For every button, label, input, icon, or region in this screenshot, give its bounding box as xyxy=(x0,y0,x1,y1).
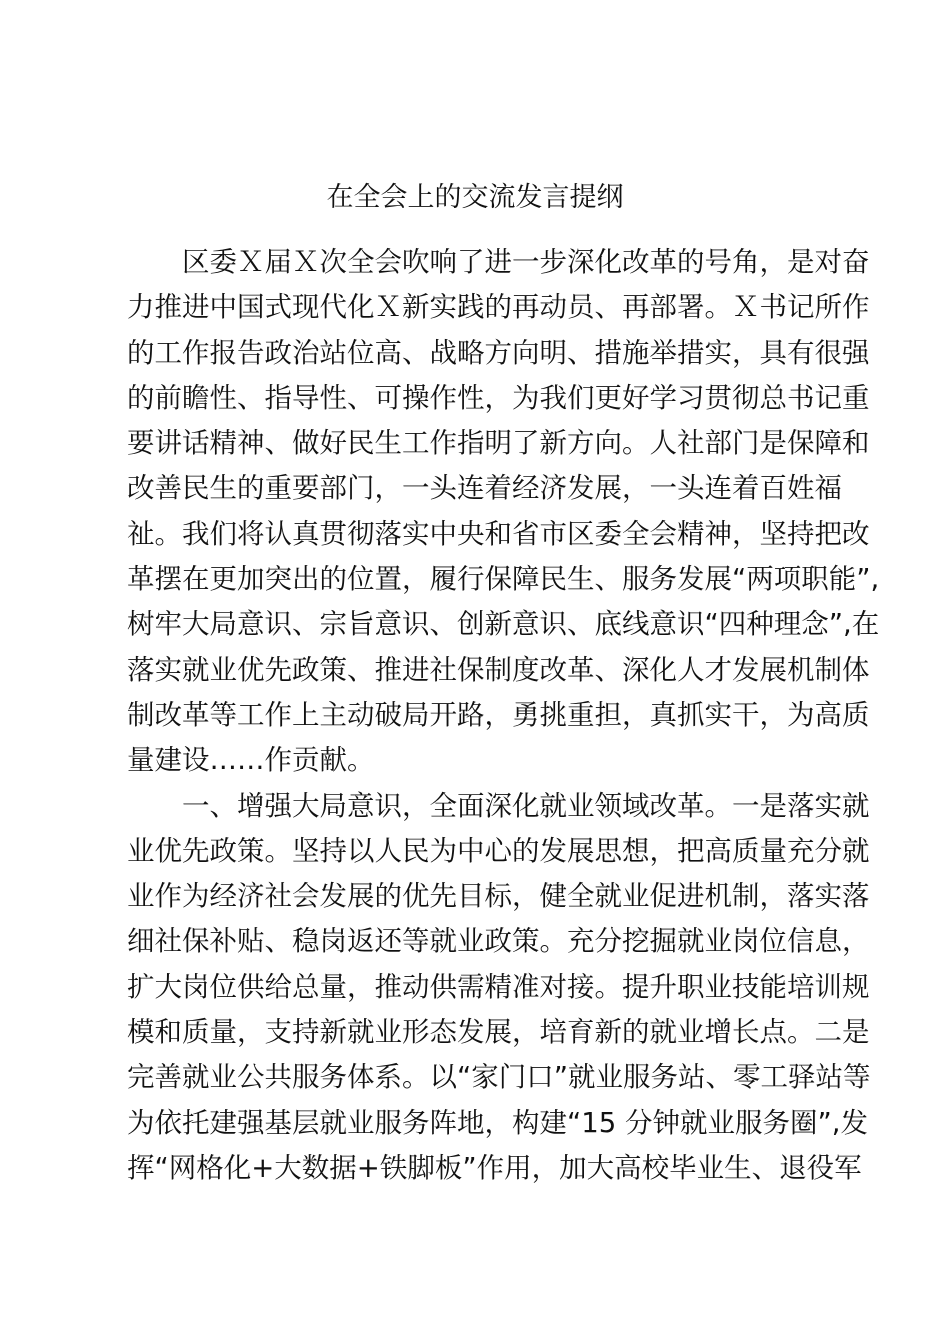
body-line: 量建设……作贡献。 xyxy=(127,744,375,777)
body-line: 模和质量，支持新就业形态发展，培育新的就业增长点。二是 xyxy=(127,1016,870,1049)
body-line: 业优先政策。坚持以人民为中心的发展思想，把高质量充分就 xyxy=(127,834,870,867)
body-line: 区委Ｘ届Ｘ次全会吹响了进一步深化改革的号角，是对奋 xyxy=(182,246,870,278)
body-line: 的工作报告政治站位高、战略方向明、措施举措实，具有很强 xyxy=(127,336,870,369)
body-line: 一、增强大局意识，全面深化就业领域改革。一是落实就 xyxy=(182,789,870,822)
document-body xyxy=(127,240,880,1191)
body-line: 细社保补贴、稳岗返还等就业政策。充分挖掘就业岗位信息， xyxy=(127,925,870,958)
body-line: 扩大岗位供给总量，推动供需精准对接。提升职业技能培训规 xyxy=(127,970,870,1003)
body-line: 力推进中国式现代化Ｘ新实践的再动员、再部署。Ｘ书记所作 xyxy=(127,291,870,324)
body-line: 改善民生的重要部门，一头连着经济发展，一头连着百姓福 xyxy=(127,472,842,505)
body-line: 革摆在更加突出的位置，履行保障民生、服务发展“两项职能”, xyxy=(127,563,880,596)
body-line: 业作为经济社会发展的优先目标，健全就业促进机制，落实落 xyxy=(127,880,870,913)
body-line: 完善就业公共服务体系。以“家门口”就业服务站、零工驿站等 xyxy=(127,1061,871,1094)
body-line: 为依托建强基层就业服务阵地，构建“15 分钟就业服务圈”,发 xyxy=(127,1106,868,1139)
body-line: 制改革等工作上主动破局开路，勇挑重担，真抓实干，为高质 xyxy=(127,698,870,731)
body-line: 要讲话精神、做好民生工作指明了新方向。人社部门是保障和 xyxy=(127,427,870,460)
body-line: 树牢大局意识、宗旨意识、创新意识、底线意识“四种理念”,在 xyxy=(127,608,880,641)
body-line: 落实就业优先政策、推进社保制度改革、深化人才发展机制体 xyxy=(127,653,870,686)
document-title: 在全会上的交流发言提纲 xyxy=(326,182,624,213)
body-line: 的前瞻性、指导性、可操作性，为我们更好学习贯彻总书记重 xyxy=(127,381,870,414)
body-line: 挥“网格化+大数据+铁脚板”作用，加大高校毕业生、退役军 xyxy=(127,1151,862,1184)
body-line: 祉。我们将认真贯彻落实中央和省市区委全会精神，坚持把改 xyxy=(127,517,870,550)
